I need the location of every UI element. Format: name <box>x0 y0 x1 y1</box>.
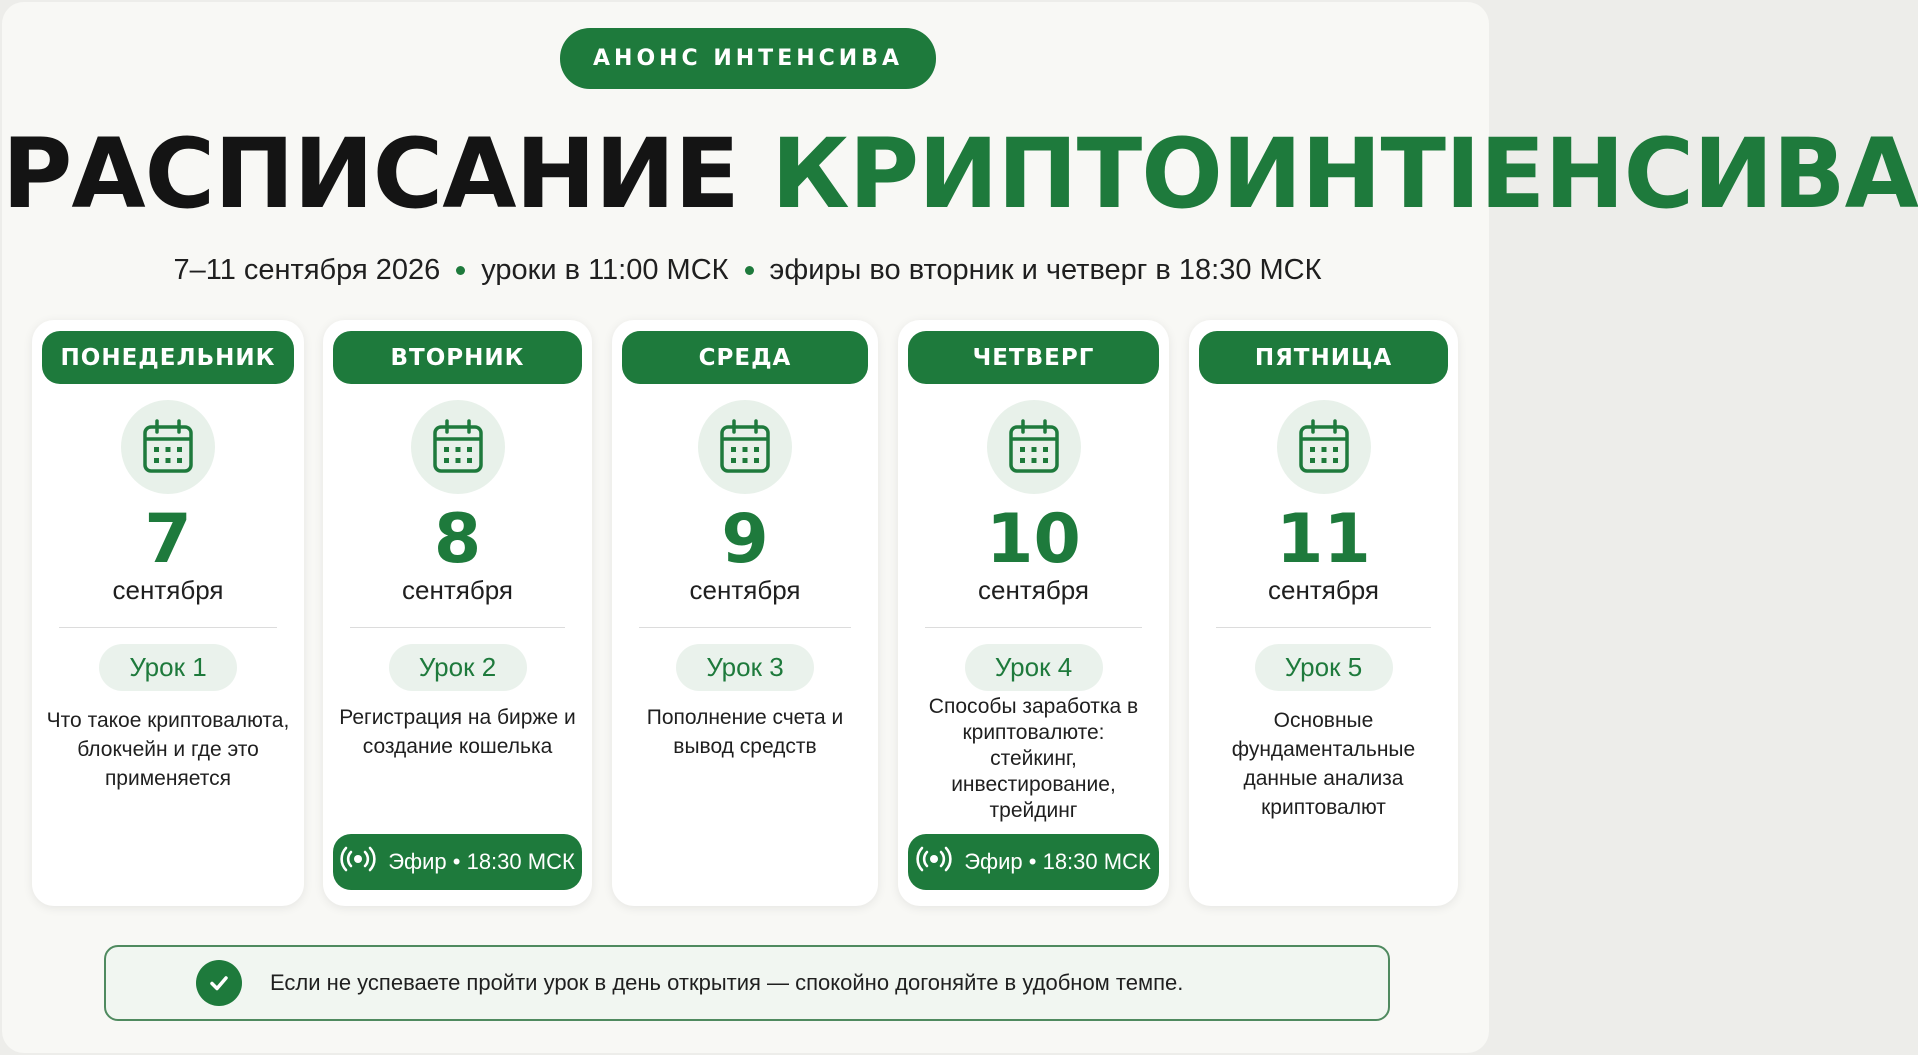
title-part-2: КРИПТОИНТIЕНСИВА <box>771 118 1918 230</box>
lesson-description: Основные фундаментальные данные анализа криптовалют <box>1231 709 1416 819</box>
lesson-description: Способы заработка в криптовалюте: стейкинг, инвестирование, трейдинг <box>928 695 1139 822</box>
day-card-friday <box>1189 320 1458 906</box>
calendar-icon <box>698 400 792 494</box>
calendar-icon <box>121 400 215 494</box>
page-title <box>2 114 1918 234</box>
bullet-dot-icon <box>745 266 754 275</box>
live-stream-button[interactable] <box>908 834 1159 890</box>
check-circle-icon <box>196 960 242 1006</box>
weekday-label: ЧЕТВЕРГ <box>908 331 1159 384</box>
date-month: сентября <box>689 575 801 605</box>
calendar-icon <box>411 400 505 494</box>
card-divider <box>59 627 277 628</box>
title-part-1: РАСПИСАНИЕ <box>2 118 739 230</box>
bullet-dot-icon <box>456 266 465 275</box>
note-text: Если не успеваете пройти урок в день открытия — спокойно догоняйте в удобном темпе. <box>270 970 1184 995</box>
lesson-description: Пополнение счета и вывод средств <box>646 706 844 758</box>
lesson-label: Урок 1 <box>99 644 237 691</box>
date-month: сентября <box>402 575 513 605</box>
card-divider <box>925 627 1142 628</box>
catch-up-note <box>104 945 1390 1021</box>
weekday-label: ПОНЕДЕЛЬНИК <box>42 331 294 384</box>
lesson-label: Урок 5 <box>1255 644 1393 691</box>
date-number: 9 <box>721 500 769 579</box>
lesson-description: Регистрация на бирже и создание кошелька <box>339 706 576 758</box>
broadcast-icon <box>916 846 952 878</box>
schedule-subtitle <box>2 250 1493 290</box>
day-card-tuesday <box>323 320 592 906</box>
announcement-badge: АНОНС ИНТЕНСИВА <box>560 28 936 89</box>
calendar-icon <box>1277 400 1371 494</box>
lesson-label: Урок 4 <box>965 644 1103 691</box>
live-stream-label: Эфир • 18:30 МСК <box>388 849 575 874</box>
live-stream-label: Эфир • 18:30 МСК <box>964 849 1151 874</box>
calendar-icon <box>987 400 1081 494</box>
announcement-page <box>2 2 1918 1053</box>
date-number: 7 <box>144 500 192 579</box>
day-card-thursday <box>898 320 1169 906</box>
live-stream-button[interactable] <box>333 834 582 890</box>
subtitle-lessons-time: уроки в 11:00 МСК <box>481 253 729 286</box>
broadcast-icon <box>340 846 376 878</box>
weekday-label: ВТОРНИК <box>333 331 582 384</box>
lesson-description: Что такое криптовалюта, блокчейн и где это применяется <box>46 709 290 790</box>
date-month: сентября <box>1268 575 1379 605</box>
weekday-label: СРЕДА <box>622 331 868 384</box>
card-divider <box>1216 627 1431 628</box>
day-card-monday <box>32 320 304 906</box>
lesson-label: Урок 3 <box>676 644 814 691</box>
subtitle-streams: эфиры во вторник и четверг в 18:30 МСК <box>769 253 1322 286</box>
lesson-label: Урок 2 <box>389 644 527 691</box>
subtitle-dates: 7–11 сентября 2026 <box>173 253 441 286</box>
date-number: 8 <box>433 500 482 579</box>
card-divider <box>639 627 851 628</box>
date-number: 10 <box>986 500 1081 579</box>
card-divider <box>350 627 565 628</box>
weekday-label: ПЯТНИЦА <box>1199 331 1448 384</box>
date-number: 11 <box>1276 500 1371 579</box>
date-month: сентября <box>112 575 224 605</box>
date-month: сентября <box>978 575 1089 605</box>
day-card-wednesday <box>612 320 878 906</box>
